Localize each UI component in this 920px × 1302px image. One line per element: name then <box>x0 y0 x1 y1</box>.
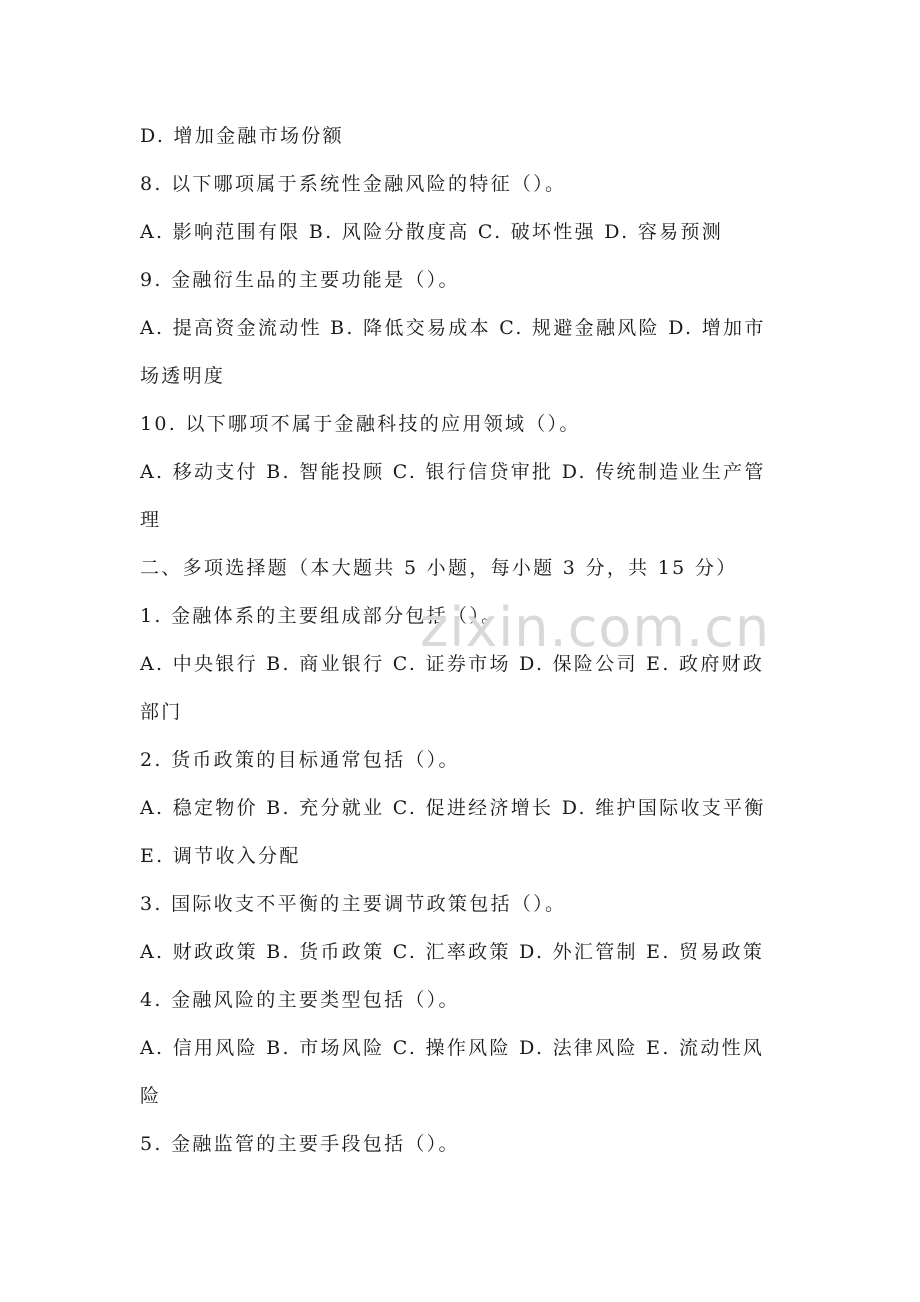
mc-question-1-options: A. 中央银行 B. 商业银行 C. 证券市场 D. 保险公司 E. 政府财政 <box>140 653 765 675</box>
mc-question-2-options-cont: E. 调节收入分配 <box>140 845 301 867</box>
question-9: 9. 金融衍生品的主要功能是（）。 <box>140 269 460 291</box>
question-8: 8. 以下哪项属于系统性金融风险的特征（）。 <box>140 173 567 195</box>
question-10-options-cont: 理 <box>140 509 162 531</box>
mc-question-4-options-cont: 险 <box>140 1085 162 1107</box>
mc-question-2-options: A. 稳定物价 B. 充分就业 C. 促进经济增长 D. 维护国际收支平衡 <box>140 797 766 819</box>
mc-question-4: 4. 金融风险的主要类型包括（）。 <box>140 989 460 1011</box>
section-heading: 二、多项选择题（本大题共 5 小题，每小题 3 分，共 15 分） <box>140 557 738 579</box>
question-10: 10. 以下哪项不属于金融科技的应用领域（）。 <box>140 413 581 435</box>
question-8-options: A. 影响范围有限 B. 风险分散度高 C. 破坏性强 D. 容易预测 <box>140 221 724 243</box>
mc-question-1: 1. 金融体系的主要组成部分包括（）。 <box>140 605 503 627</box>
watermark: zixin.com.cn <box>420 596 771 659</box>
question-9-options: A. 提高资金流动性 B. 降低交易成本 C. 规避金融风险 D. 增加市 <box>140 317 766 339</box>
mc-question-1-options-cont: 部门 <box>140 701 183 723</box>
mc-question-2: 2. 货币政策的目标通常包括（）。 <box>140 749 460 771</box>
text-line: D. 增加金融市场份额 <box>140 125 344 147</box>
mc-question-5: 5. 金融监管的主要手段包括（）。 <box>140 1133 460 1155</box>
mc-question-4-options: A. 信用风险 B. 市场风险 C. 操作风险 D. 法律风险 E. 流动性风 <box>140 1037 765 1059</box>
question-10-options: A. 移动支付 B. 智能投顾 C. 银行信贷审批 D. 传统制造业生产管 <box>140 461 766 483</box>
question-9-options-cont: 场透明度 <box>140 365 226 387</box>
mc-question-3: 3. 国际收支不平衡的主要调节政策包括（）。 <box>140 893 567 915</box>
mc-question-3-options: A. 财政政策 B. 货币政策 C. 汇率政策 D. 外汇管制 E. 贸易政策 <box>140 941 765 963</box>
